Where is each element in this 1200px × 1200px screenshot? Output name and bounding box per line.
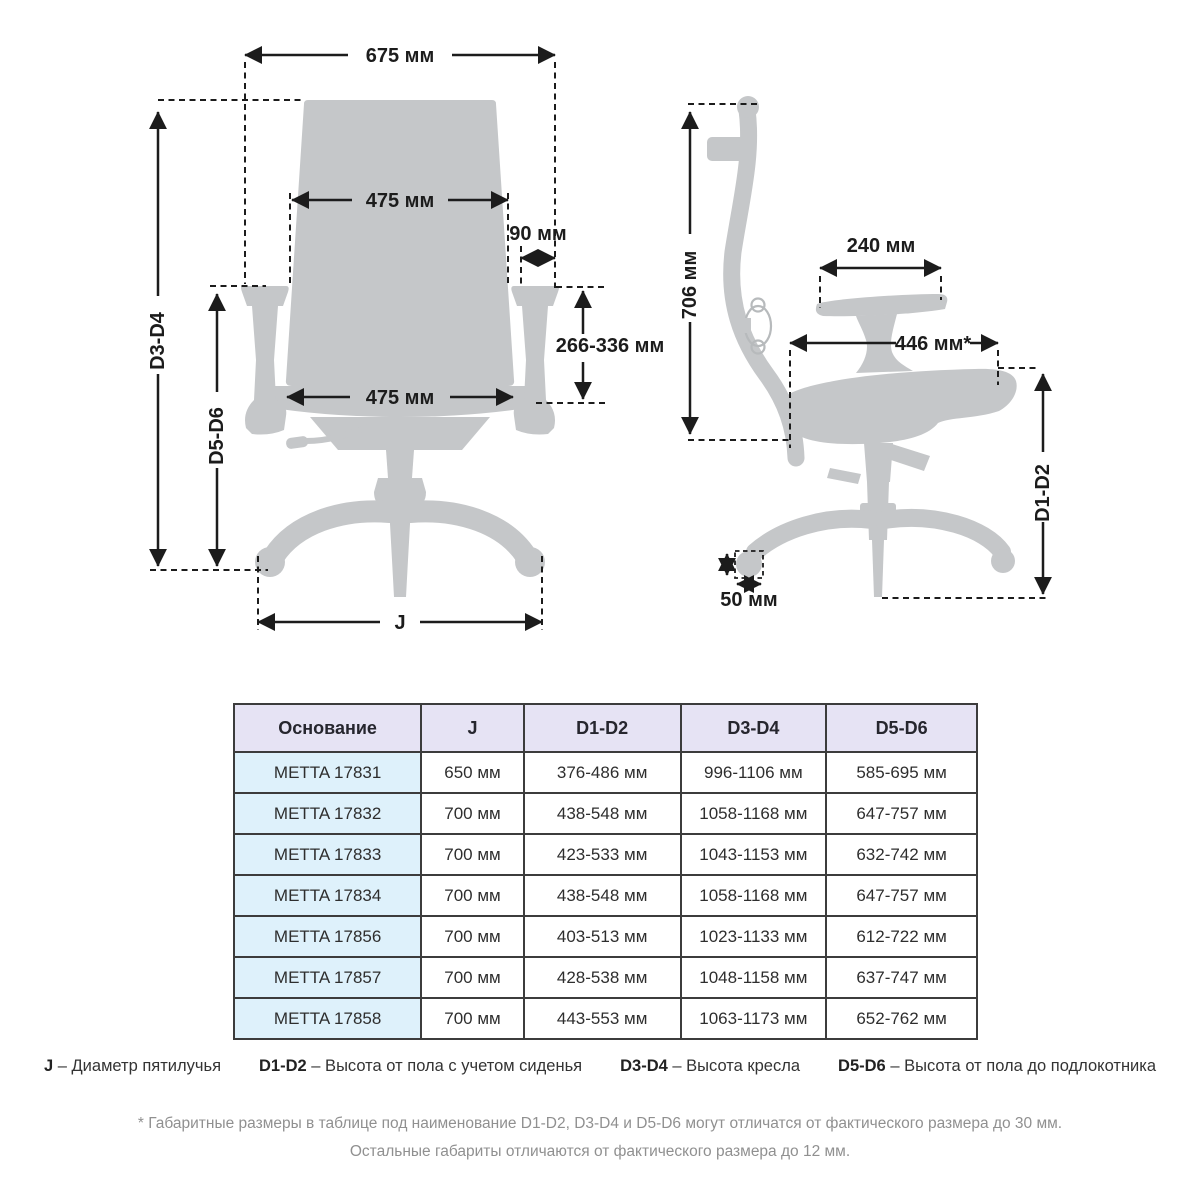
base-model-cell: METTA 17834 xyxy=(234,875,421,916)
side-caster-right xyxy=(991,549,1015,573)
table-row xyxy=(234,793,977,834)
dimension-value-cell: 438-548 мм xyxy=(524,793,681,834)
front-seat-width-label: 475 мм xyxy=(365,387,435,409)
base-model-cell: METTA 17832 xyxy=(234,793,421,834)
side-view-diagram xyxy=(679,96,1054,611)
dimension-value-cell: 428-538 мм xyxy=(524,957,681,998)
front-d5d6-label: D5-D6 xyxy=(206,407,228,465)
table-row xyxy=(234,875,977,916)
footnote-line: * Габаритные размеры в таблице под наименование D1-D2, D3-D4 и D5-D6 могут отличатся от фактического размера до 30 мм. xyxy=(137,1115,1063,1132)
column-header: D1-D2 xyxy=(524,704,681,752)
dimension-value-cell: 700 мм xyxy=(421,916,524,957)
dimension-value-cell: 612-722 мм xyxy=(826,916,977,957)
side-caster-left xyxy=(736,551,762,577)
front-armrest-right xyxy=(511,286,559,435)
side-armrest-depth-label: 240 мм xyxy=(846,235,916,257)
legend xyxy=(0,1057,1200,1076)
dimension-value-cell: 1023-1133 мм xyxy=(681,916,827,957)
front-armrest-pad-width-label: 90 мм xyxy=(509,223,567,245)
dimension-value-cell: 1063-1173 мм xyxy=(681,998,827,1039)
side-front-leg xyxy=(872,540,884,597)
dimension-value-cell: 1048-1158 мм xyxy=(681,957,827,998)
dimensions-table xyxy=(233,703,978,1040)
side-lever-right xyxy=(888,444,930,471)
dimension-value-cell: 700 мм xyxy=(421,793,524,834)
side-mechanism xyxy=(864,443,893,482)
side-backrest-height-label: 706 мм xyxy=(679,250,701,320)
dimension-value-cell: 423-533 мм xyxy=(524,834,681,875)
dimension-value-cell: 403-513 мм xyxy=(524,916,681,957)
dimension-value-cell: 650 мм xyxy=(421,752,524,793)
dimension-value-cell: 632-742 мм xyxy=(826,834,977,875)
front-armrest-height-label: 266-336 мм xyxy=(555,335,665,357)
column-header: D3-D4 xyxy=(681,704,827,752)
legend-desc: – Высота от пола с учетом сиденья xyxy=(311,1057,583,1075)
side-seat xyxy=(785,369,1017,444)
dimension-value-cell: 438-548 мм xyxy=(524,875,681,916)
front-underseat-pan xyxy=(310,417,490,450)
legend-key: J xyxy=(43,1057,54,1075)
legend-key: D1-D2 xyxy=(259,1057,307,1075)
front-backrest xyxy=(286,100,514,386)
legend-desc: – Высота от пола до подлокотника xyxy=(890,1057,1157,1075)
table-row xyxy=(234,752,977,793)
base-model-cell: METTA 17833 xyxy=(234,834,421,875)
dimensions-table-body xyxy=(234,752,977,1039)
table-row xyxy=(234,834,977,875)
side-headrest-top xyxy=(737,96,759,118)
front-chair-silhouette xyxy=(241,100,559,597)
base-model-cell: METTA 17831 xyxy=(234,752,421,793)
footnotes xyxy=(0,1110,1200,1166)
side-seat-depth-label: 446 мм* xyxy=(894,333,972,355)
dimension-value-cell: 700 мм xyxy=(421,998,524,1039)
front-base-arm-left xyxy=(274,511,390,556)
footnote-line: Остальные габариты отличаются от фактического размера до 12 мм. xyxy=(349,1143,851,1160)
table-row xyxy=(234,957,977,998)
dimension-value-cell: 1043-1153 мм xyxy=(681,834,827,875)
dimension-value-cell: 700 мм xyxy=(421,834,524,875)
base-model-cell: METTA 17858 xyxy=(234,998,421,1039)
dimension-value-cell: 637-747 мм xyxy=(826,957,977,998)
side-armrest-pad xyxy=(816,294,947,316)
dimension-value-cell: 585-695 мм xyxy=(826,752,977,793)
dimension-value-cell: 647-757 мм xyxy=(826,875,977,916)
legend-item xyxy=(44,1057,221,1076)
dimension-value-cell: 443-553 мм xyxy=(524,998,681,1039)
column-header: D5-D6 xyxy=(826,704,977,752)
legend-item xyxy=(259,1057,582,1076)
front-view-diagram xyxy=(147,45,664,634)
front-gas-column xyxy=(386,450,414,478)
front-overall-width-label: 675 мм xyxy=(365,45,435,67)
dimensions-table-header-row xyxy=(234,704,977,752)
column-header: J xyxy=(421,704,524,752)
front-caster-right xyxy=(515,547,545,577)
side-base-arm-left xyxy=(755,519,872,552)
side-lever-left xyxy=(827,468,861,484)
legend-desc: – Диаметр пятилучья xyxy=(57,1057,222,1075)
legend-item xyxy=(838,1057,1156,1076)
side-d1d2-label: D1-D2 xyxy=(1032,464,1054,522)
table-row xyxy=(234,998,977,1039)
front-backrest-width-label: 475 мм xyxy=(365,190,435,212)
side-base-arm-right xyxy=(884,518,1002,552)
front-caster-left xyxy=(255,547,285,577)
legend-item xyxy=(620,1057,800,1076)
front-d3d4-label: D3-D4 xyxy=(147,312,169,370)
dimension-value-cell: 700 мм xyxy=(421,875,524,916)
base-model-cell: METTA 17856 xyxy=(234,916,421,957)
front-base-arm-right xyxy=(410,511,526,556)
dimension-value-cell: 652-762 мм xyxy=(826,998,977,1039)
side-caster-diameter-label: 50 мм xyxy=(720,589,778,611)
column-header: Основание xyxy=(234,704,421,752)
legend-key: D3-D4 xyxy=(620,1057,668,1075)
legend-desc: – Высота кресла xyxy=(672,1057,801,1075)
base-model-cell: METTA 17857 xyxy=(234,957,421,998)
table-row xyxy=(234,916,977,957)
dimension-value-cell: 1058-1168 мм xyxy=(681,793,827,834)
legend-key: D5-D6 xyxy=(838,1057,886,1075)
dimension-value-cell: 1058-1168 мм xyxy=(681,875,827,916)
dimension-value-cell: 647-757 мм xyxy=(826,793,977,834)
dimension-value-cell: 700 мм xyxy=(421,957,524,998)
front-armrest-left xyxy=(241,286,289,435)
dimension-value-cell: 996-1106 мм xyxy=(681,752,827,793)
front-base-diameter-label: J xyxy=(394,612,406,634)
dimension-value-cell: 376-486 мм xyxy=(524,752,681,793)
